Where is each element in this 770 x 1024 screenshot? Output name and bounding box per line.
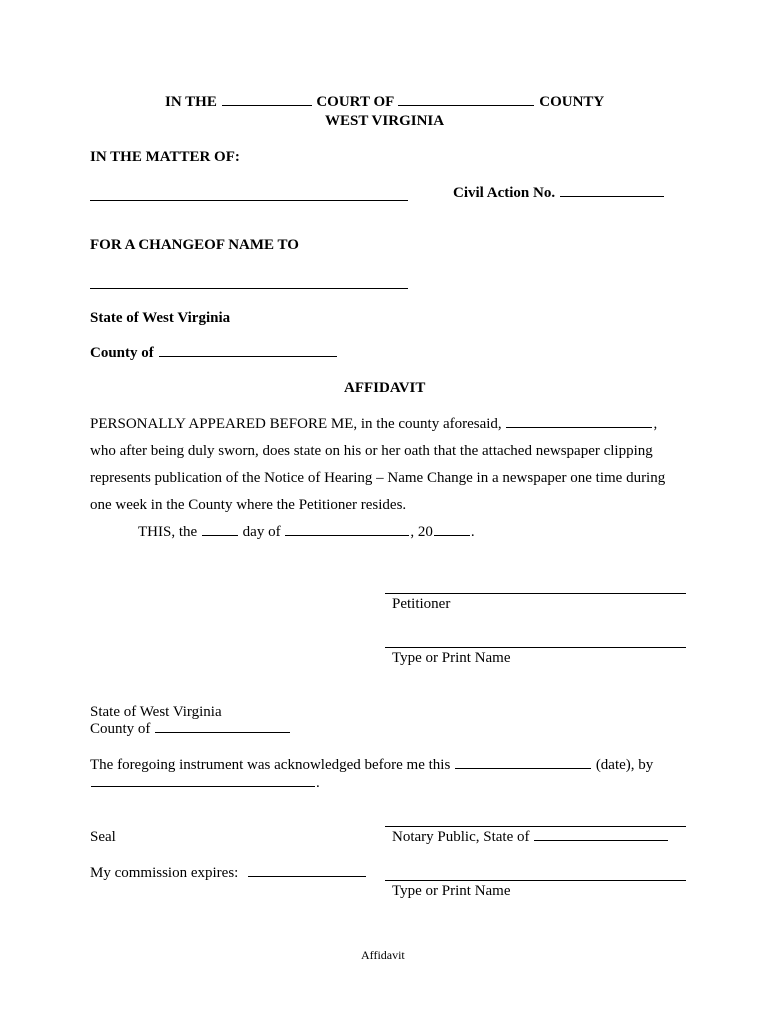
date-period: .: [470, 524, 475, 540]
in-the-matter-label: IN THE MATTER OF:: [90, 149, 240, 165]
notary-county-blank[interactable]: [155, 731, 290, 733]
acknowledged-by-blank[interactable]: [91, 785, 315, 787]
civil-action-line: [453, 186, 665, 201]
acknowledged-by-line: [90, 776, 320, 791]
petitioner-print-label: Type or Print Name: [392, 650, 511, 666]
month-blank[interactable]: [285, 534, 409, 536]
venue-county-line: [90, 346, 338, 361]
notary-print-line[interactable]: [385, 880, 686, 881]
year-blank[interactable]: [434, 534, 470, 536]
affidavit-line-1-text: PERSONALLY APPEARED BEFORE ME, in the county aforesaid,: [90, 416, 502, 432]
by-period: .: [316, 775, 320, 791]
year-prefix: , 20: [410, 524, 433, 540]
affidavit-line-2: who after being duly sworn, does state on his or her oath that the attached newspaper clipping: [90, 443, 653, 459]
day-blank[interactable]: [202, 534, 238, 536]
court-name-blank[interactable]: [222, 104, 312, 106]
notary-state-blank[interactable]: [534, 839, 668, 841]
this-the-label: THIS, the: [138, 524, 198, 540]
appearing-person-blank[interactable]: [506, 426, 652, 428]
acknowledgment-date-blank[interactable]: [455, 767, 591, 769]
change-of-name-label: FOR A CHANGEOF NAME TO: [90, 237, 299, 253]
day-of-label: day of: [242, 524, 281, 540]
county-name-blank[interactable]: [398, 104, 534, 106]
caption-in-the: IN THE: [165, 94, 217, 110]
petitioner-print-line[interactable]: [385, 647, 686, 648]
commission-expiry-blank[interactable]: [248, 875, 366, 877]
notary-signature-line[interactable]: [385, 826, 686, 827]
court-caption-line: [165, 95, 604, 110]
commission-line: [90, 866, 367, 881]
venue-county-label: County of: [90, 345, 154, 361]
civil-action-number-blank[interactable]: [560, 195, 664, 197]
affidavit-line-1: [90, 417, 657, 432]
petitioner-label: Petitioner: [392, 596, 451, 612]
acknowledgment-text: The foregoing instrument was acknowledged before me this: [90, 757, 451, 773]
caption-court-of: COURT OF: [316, 94, 394, 110]
date-suffix: (date), by: [595, 757, 654, 773]
date-line: [138, 525, 475, 540]
affidavit-line-1-end: ,: [653, 416, 658, 432]
acknowledgment-line: [90, 758, 653, 773]
notary-public-line: [392, 830, 669, 845]
new-name-blank[interactable]: [90, 288, 408, 289]
notary-county-line: [90, 722, 291, 737]
notary-print-label: Type or Print Name: [392, 883, 511, 899]
petitioner-signature-line[interactable]: [385, 593, 686, 594]
footer-label: Affidavit: [361, 948, 405, 962]
civil-action-label: Civil Action No.: [453, 185, 556, 201]
seal-label: Seal: [90, 829, 116, 845]
petitioner-name-blank[interactable]: [90, 200, 408, 201]
venue-state: State of West Virginia: [90, 310, 231, 326]
notary-county-label: County of: [90, 721, 151, 737]
affidavit-title: AFFIDAVIT: [344, 380, 426, 396]
notary-state: State of West Virginia: [90, 704, 222, 720]
notary-public-label: Notary Public, State of: [392, 829, 530, 845]
caption-county: COUNTY: [539, 94, 605, 110]
affidavit-line-3: represents publication of the Notice of Hearing – Name Change in a newspaper one time during: [90, 470, 666, 486]
affidavit-line-4: one week in the County where the Petitioner resides.: [90, 497, 407, 513]
commission-label: My commission expires:: [90, 865, 239, 881]
venue-county-blank[interactable]: [159, 355, 337, 357]
caption-state: WEST VIRGINIA: [325, 113, 445, 129]
